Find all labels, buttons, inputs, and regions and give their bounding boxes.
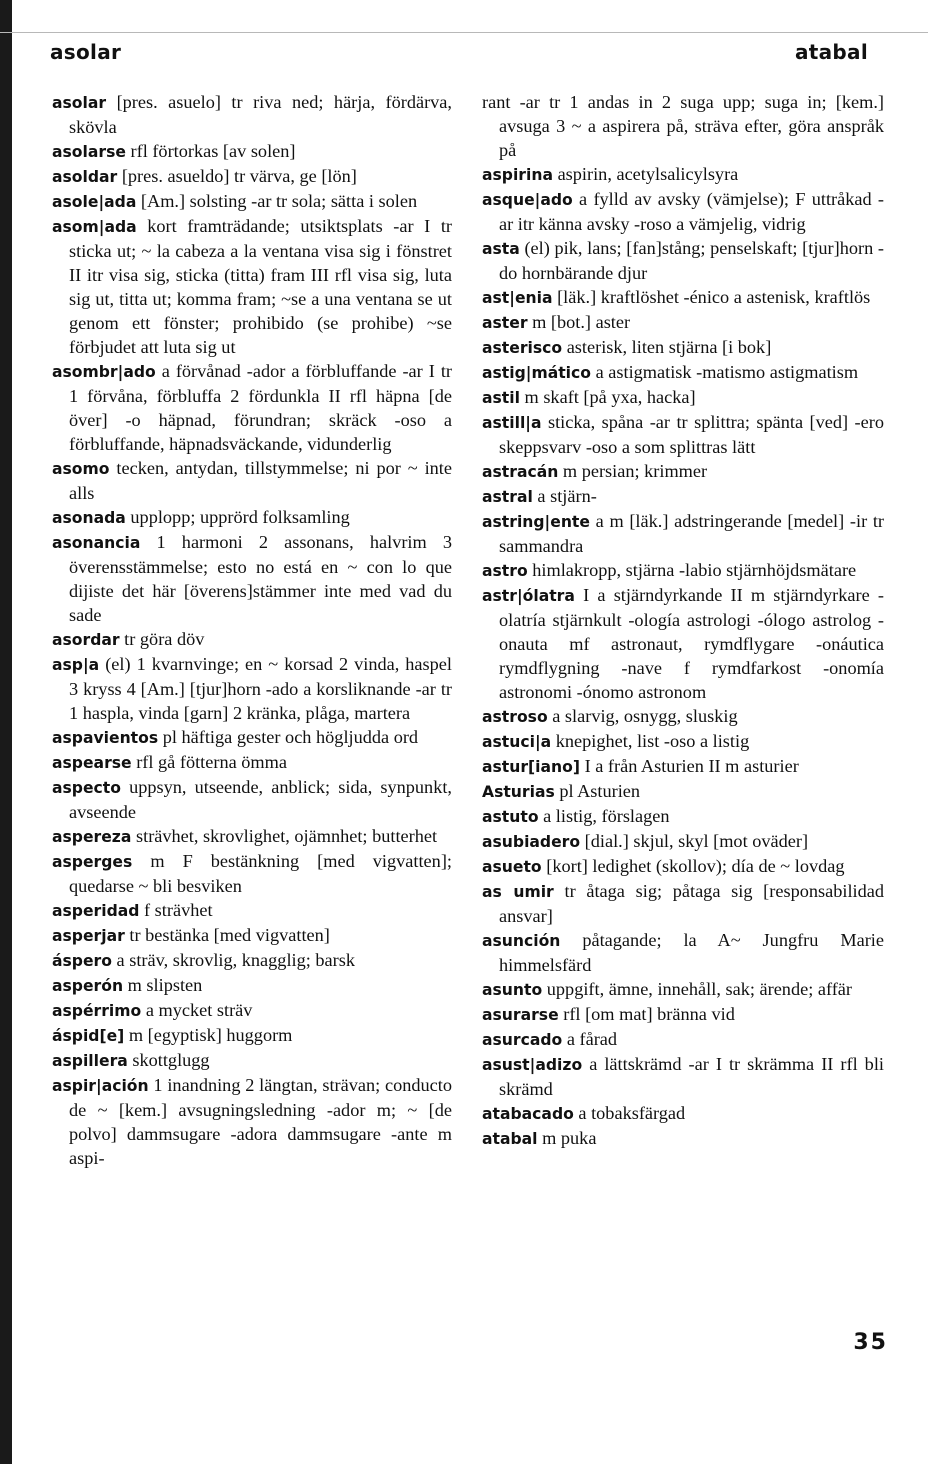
definition: rfl förtorkas [av solen]	[130, 141, 296, 161]
headword: asterisco	[482, 339, 563, 357]
definition: asterisk, liten stjärna [i bok]	[566, 337, 772, 357]
dictionary-entry	[52, 505, 452, 530]
dictionary-entry	[482, 335, 884, 360]
dictionary-entry	[482, 162, 884, 187]
definition: m puka	[542, 1128, 597, 1148]
dictionary-entry	[482, 459, 884, 484]
headword: asperidad	[52, 902, 140, 920]
headword: asperges	[52, 853, 133, 871]
definition: (el) pik, lans; [fan]stång; penselskaft; [tjur]horn -do hornbärande djur	[499, 238, 884, 283]
definition: a mycket sträv	[145, 1000, 253, 1020]
dictionary-entry	[52, 1023, 452, 1048]
headword: asunto	[482, 981, 543, 999]
definition: himlakropp, stjärna -labio stjärnhöjdsmätare	[532, 560, 857, 580]
dictionary-entry	[482, 729, 884, 754]
definition: a förvånad -ador a förbluffande -ar I tr 1 förvåna, förbluffa 2 fördunkla II rfl häpna [de över] -o häpnad, förundran; skräck -oso a förbluffande, häpnadsväckande, vidunderlig	[69, 361, 452, 454]
definition: knepighet, list -oso a listig	[555, 731, 750, 751]
headword: astil	[482, 389, 520, 407]
definition: (el) 1 kvarnvinge; en ~ korsad 2 vinda, haspel 3 kryss 4 [Am.] [tjur]horn -ado a korsliknande -ar tr 1 haspla, vinda [garn] 2 kränka, plåga, martera	[69, 654, 452, 723]
definition: I a stjärndyrkande II m stjärndyrkare -olatría stjärnkult -ología astrologi -ólogo astrolog -onauta mf astronaut, rymdflygare -onáutica rymdflygning -nave f rymdfarkost -onomía astronomi -ónomo astronom	[499, 585, 885, 702]
headword: aspérrimo	[52, 1002, 142, 1020]
definition: upplopp; upprörd folksamling	[130, 507, 350, 527]
dictionary-entry	[52, 1048, 452, 1073]
dictionary-entry	[482, 310, 884, 335]
headword: aspirina	[482, 166, 553, 184]
headword: asubiadero	[482, 833, 581, 851]
right-column	[482, 90, 884, 1151]
dictionary-entry	[482, 410, 884, 459]
headword: Asturias	[482, 783, 555, 801]
dictionary-entry	[482, 1052, 884, 1101]
dictionary-entry	[482, 385, 884, 410]
definition: m F bestänkning [med vigvatten]; quedarse ~ bli besviken	[69, 851, 452, 896]
headword: astring|ente	[482, 513, 590, 531]
definition: sticka, spåna -ar tr splittra; spänta [ved] -ero skeppsvarv -oso a som splittras lätt	[499, 412, 884, 457]
dictionary-entry	[52, 530, 452, 627]
headword: áspero	[52, 952, 112, 970]
definition: pl Asturien	[559, 781, 641, 801]
scan-edge	[0, 0, 12, 1464]
definition: a fårad	[566, 1029, 618, 1049]
definition: a m [läk.] adstringerande [medel] -ir tr sammandra	[499, 511, 884, 556]
dictionary-entry	[482, 977, 884, 1002]
definition: m [bot.] aster	[532, 312, 631, 332]
dictionary-entry	[482, 1027, 884, 1052]
headword: aspavientos	[52, 729, 159, 747]
definition: uppgift, ämne, innehåll, sak; ärende; affär	[546, 979, 853, 999]
headword: áspid[e]	[52, 1027, 125, 1045]
headword: aspillera	[52, 1052, 128, 1070]
page-number: 35	[853, 1330, 888, 1355]
headword: asunción	[482, 932, 561, 950]
dictionary-entry	[482, 360, 884, 385]
headword: astuto	[482, 808, 539, 826]
headword: astroso	[482, 708, 548, 726]
dictionary-entry	[482, 90, 884, 162]
dictionary-entry	[52, 824, 452, 849]
definition: [dial.] skjul, skyl [mot oväder]	[584, 831, 809, 851]
headword: asta	[482, 240, 520, 258]
definition: a slarvig, osnygg, sluskig	[552, 706, 738, 726]
dictionary-entry	[52, 90, 452, 139]
dictionary-entry	[482, 509, 884, 558]
dictionary-entry	[52, 775, 452, 824]
headword: asperón	[52, 977, 124, 995]
headword: astill|a	[482, 414, 542, 432]
running-head-left: asolar	[50, 40, 122, 64]
headword: astro	[482, 562, 528, 580]
definition: a stjärn-	[537, 486, 597, 506]
dictionary-entry	[52, 948, 452, 973]
dictionary-entry	[482, 854, 884, 879]
running-head-right: atabal	[794, 40, 868, 64]
dictionary-entry	[482, 804, 884, 829]
definition: f strävhet	[144, 900, 213, 920]
dictionary-entry	[52, 725, 452, 750]
headword: ast|enia	[482, 289, 553, 307]
dictionary-entry	[482, 829, 884, 854]
definition: a tobaksfärgad	[578, 1103, 686, 1123]
definition: rant -ar tr 1 andas in 2 suga upp; suga in; [kem.] avsuga 3 ~ a aspirera på, sträva efter, göra anspråk på	[482, 92, 884, 160]
dictionary-entry	[52, 164, 452, 189]
dictionary-entry	[52, 359, 452, 456]
definition: [pres. asueldo] tr värva, ge [lön]	[121, 166, 357, 186]
headword: atabacado	[482, 1105, 574, 1123]
dictionary-entry	[52, 652, 452, 725]
headword: astuci|a	[482, 733, 552, 751]
dictionary-entry	[52, 923, 452, 948]
definition: rfl [om mat] bränna vid	[563, 1004, 735, 1024]
headword: asom|ada	[52, 218, 137, 236]
headword: astur[iano]	[482, 758, 580, 776]
dictionary-entry	[482, 236, 884, 285]
definition: 1 inandning 2 längtan, strävan; conducto de ~ [kem.] avsugningsledning -ador m; ~ [de polvo] dammsugare -adora dammsugare -ante m aspi-	[69, 1075, 452, 1168]
definition: a fylld av avsky (vämjelse); F uttråkad -ar itr känna avsky -roso a vämjelig, vidrig	[499, 189, 884, 234]
headword: asombr|ado	[52, 363, 156, 381]
definition: skottglugg	[132, 1050, 210, 1070]
headword: asp|a	[52, 656, 100, 674]
dictionary-entry	[52, 898, 452, 923]
definition: [läk.] kraftlöshet -énico a astenisk, kraftlös	[557, 287, 871, 307]
headword: asperjar	[52, 927, 125, 945]
headword: asust|adizo	[482, 1056, 583, 1074]
definition: rfl gå fötterna ömma	[136, 752, 287, 772]
definition: pl häftiga gester och högljudda ord	[162, 727, 419, 747]
faint-line	[0, 32, 928, 33]
headword: asurcado	[482, 1031, 563, 1049]
headword: asueto	[482, 858, 542, 876]
dictionary-entry	[482, 1101, 884, 1126]
headword: asurarse	[482, 1006, 559, 1024]
headword: aspecto	[52, 779, 121, 797]
headword: aspir|ación	[52, 1077, 149, 1095]
definition: a lättskrämd -ar I tr skrämma II rfl bli skrämd	[499, 1054, 884, 1099]
definition: kort framträdande; utsiktsplats -ar I tr sticka ut; ~ la cabeza a la ventana visa sig i fönstret II itr visa sig, sticka (titta) fram III rfl visa sig, luta sig ut, titta ut; komma fram; ~se a una ventana se ut genom ett fönster; prohibido (se prohibe) ~se förbjudet att luta sig ut	[69, 216, 452, 357]
headword: aspereza	[52, 828, 132, 846]
headword: atabal	[482, 1130, 538, 1148]
headword: astig|mático	[482, 364, 591, 382]
headword: asoldar	[52, 168, 118, 186]
headword: asomo	[52, 460, 110, 478]
dictionary-entry	[482, 1126, 884, 1151]
definition: tr bestänka [med vigvatten]	[129, 925, 330, 945]
dictionary-entry	[482, 754, 884, 779]
definition: I a från Asturien II m asturier	[584, 756, 799, 776]
dictionary-entry	[482, 1002, 884, 1027]
headword: aster	[482, 314, 528, 332]
headword: asonada	[52, 509, 126, 527]
definition: [Am.] solsting -ar tr sola; sätta i solen	[140, 191, 418, 211]
dictionary-entry	[52, 139, 452, 164]
dictionary-entry	[482, 484, 884, 509]
dictionary-entry	[482, 285, 884, 310]
dictionary-entry	[482, 704, 884, 729]
headword: astral	[482, 488, 533, 506]
dictionary-entry	[52, 998, 452, 1023]
dictionary-entry	[482, 583, 884, 704]
headword: astr|ólatra	[482, 587, 575, 605]
definition: tr göra döv	[124, 629, 205, 649]
definition: m slipsten	[127, 975, 203, 995]
definition: 1 harmoni 2 assonans, halvrim 3 överensstämmelse; esto no está en ~ con lo que dijiste det här [överens]stämmer inte med vad du sade	[69, 532, 453, 625]
dictionary-entry	[482, 928, 884, 977]
definition: tr åtaga sig; påtaga sig [responsabilidad ansvar]	[499, 881, 885, 926]
left-column	[52, 90, 452, 1170]
dictionary-entry	[482, 187, 884, 236]
headword: astracán	[482, 463, 559, 481]
dictionary-entry	[52, 189, 452, 214]
definition: strävhet, skrovlighet, ojämnhet; butterhet	[136, 826, 438, 846]
definition: uppsyn, utseende, anblick; sida, synpunkt, avseende	[69, 777, 452, 822]
headword: as umir	[482, 883, 554, 901]
dictionary-entry	[52, 849, 452, 898]
definition: a astigmatisk -matismo astigmatism	[595, 362, 859, 382]
headword: aspearse	[52, 754, 132, 772]
definition: tecken, antydan, tillstymmelse; ni por ~ inte alls	[69, 458, 452, 503]
headword: asolar	[52, 94, 107, 112]
dictionary-entry	[482, 879, 884, 928]
dictionary-entry	[52, 456, 452, 505]
dictionary-entry	[52, 627, 452, 652]
definition: a sträv, skrovlig, knagglig; barsk	[116, 950, 355, 970]
definition: m persian; krimmer	[562, 461, 708, 481]
definition: [kort] ledighet (skollov); día de ~ lovdag	[546, 856, 845, 876]
dictionary-entry	[52, 750, 452, 775]
definition: a listig, förslagen	[543, 806, 670, 826]
dictionary-entry	[52, 214, 452, 359]
definition: aspirin, acetylsalicylsyra	[557, 164, 739, 184]
headword: asque|ado	[482, 191, 573, 209]
headword: asole|ada	[52, 193, 137, 211]
dictionary-entry	[52, 973, 452, 998]
dictionary-entry	[482, 558, 884, 583]
definition: [pres. asuelo] tr riva ned; härja, fördärva, skövla	[69, 92, 452, 137]
dictionary-entry	[52, 1073, 452, 1170]
definition: m skaft [på yxa, hacka]	[524, 387, 696, 407]
headword: asolarse	[52, 143, 126, 161]
definition: påtagande; la A~ Jungfru Marie himmelsfärd	[499, 930, 884, 975]
dictionary-entry	[482, 779, 884, 804]
definition: m [egyptisk] huggorm	[128, 1025, 293, 1045]
headword: asordar	[52, 631, 120, 649]
headword: asonancia	[52, 534, 141, 552]
